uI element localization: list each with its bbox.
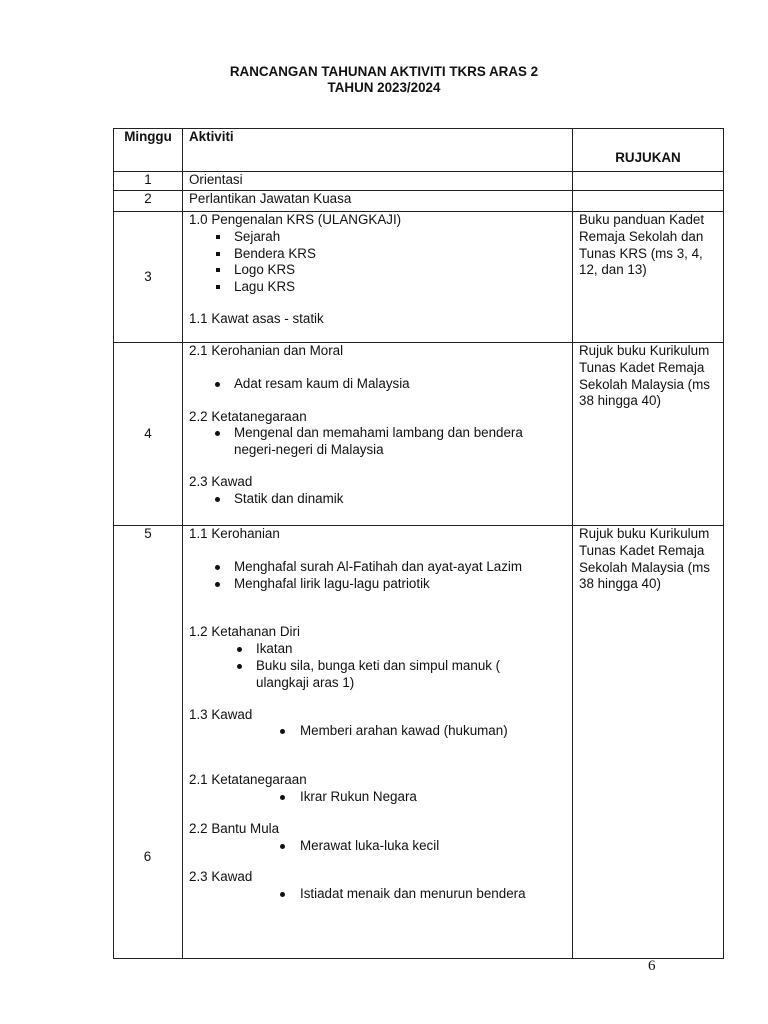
section-heading: 1.2 Ketahanan Diri — [189, 624, 300, 640]
reference-cell: Rujuk buku Kurikulum Tunas Kadet Remaja Sekolah Malaysia (ms 38 hingga 40) — [573, 526, 724, 959]
section-heading: 1.1 Kawat asas - statik — [189, 310, 324, 326]
plan-table — [113, 128, 724, 959]
list-item: Sejarah — [189, 229, 566, 246]
list-item: Buku sila, bunga keti dan simpul manuk ( ulangkaji aras 1) — [189, 658, 566, 692]
topic-list — [189, 641, 566, 691]
list-item: Logo KRS — [189, 262, 566, 279]
reference-cell: Buku panduan Kadet Remaja Sekolah dan Tunas KRS (ms 3, 4, 12, dan 13) — [573, 212, 724, 343]
topic-list — [189, 723, 566, 740]
list-item: Bendera KRS — [189, 246, 566, 263]
table-row — [114, 172, 724, 191]
list-item: Istiadat menaik dan menurun bendera — [189, 886, 566, 903]
list-item: Mengenal dan memahami lambang dan bendera negeri-negeri di Malaysia — [189, 425, 566, 459]
page-number: 6 — [648, 958, 656, 974]
week-number-6: 6 — [143, 849, 152, 864]
list-item: Merawat luka-luka kecil — [189, 838, 566, 855]
section-heading: 2.1 Kerohanian dan Moral — [189, 343, 344, 358]
activity-cell — [183, 212, 573, 343]
activity-cell: Perlantikan Jawatan Kuasa — [183, 191, 573, 212]
list-item: Statik dan dinamik — [189, 491, 566, 508]
table-header-row — [114, 129, 724, 172]
table-row — [114, 212, 724, 343]
list-item: Adat resam kaum di Malaysia — [189, 376, 566, 393]
table-row — [114, 343, 724, 526]
week-cell: 4 — [114, 343, 183, 526]
section-heading: 1.1 Kerohanian — [189, 526, 280, 541]
title-line-1: RANCANGAN TAHUNAN AKTIVITI TKRS ARAS 2 — [229, 64, 539, 79]
list-item: Menghafal lirik lagu-lagu patriotik — [189, 576, 566, 593]
topic-list — [189, 559, 566, 593]
reference-cell — [573, 191, 724, 212]
list-item: Menghafal surah Al-Fatihah dan ayat-ayat Lazim — [189, 559, 566, 576]
list-item: Ikatan — [189, 641, 566, 658]
table-row — [114, 191, 724, 212]
section-heading: 2.2 Bantu Mula — [189, 820, 280, 836]
section-heading: 2.1 Ketatanegaraan — [189, 772, 307, 788]
list-item: Memberi arahan kawad (hukuman) — [189, 723, 566, 740]
section-heading: 2.3 Kawad — [189, 473, 253, 489]
reference-cell: Rujuk buku Kurikulum Tunas Kadet Remaja Sekolah Malaysia (ms 38 hingga 40) — [573, 343, 724, 526]
header-week: Minggu — [114, 129, 183, 172]
section-heading: 1.3 Kawad — [189, 706, 253, 722]
list-item: Ikrar Rukun Negara — [189, 789, 566, 806]
header-activity: Aktiviti — [183, 129, 573, 172]
week-cell — [114, 526, 183, 959]
topic-list — [189, 425, 566, 459]
week-cell: 2 — [114, 191, 183, 212]
section-heading: 1.0 Pengenalan KRS (ULANGKAJI) — [189, 212, 402, 227]
week-cell: 1 — [114, 172, 183, 191]
header-reference: RUJUKAN — [573, 129, 724, 172]
topic-list — [189, 491, 566, 508]
reference-cell — [573, 172, 724, 191]
activity-cell — [183, 343, 573, 526]
week-cell: 3 — [114, 212, 183, 343]
topic-list — [189, 789, 566, 806]
table-row — [114, 526, 724, 959]
section-heading: 2.2 Ketatanegaraan — [189, 408, 307, 424]
activity-cell — [183, 526, 573, 959]
topic-list — [189, 838, 566, 855]
activity-cell: Orientasi — [183, 172, 573, 191]
topic-list — [189, 886, 566, 903]
week-number: 5 — [144, 526, 152, 541]
topic-list — [189, 229, 566, 296]
topic-list — [189, 376, 566, 393]
title-line-2: TAHUN 2023/2024 — [327, 80, 441, 95]
document-title — [0, 64, 768, 96]
list-item: Lagu KRS — [189, 279, 566, 296]
section-heading: 2.3 Kawad — [189, 869, 253, 885]
